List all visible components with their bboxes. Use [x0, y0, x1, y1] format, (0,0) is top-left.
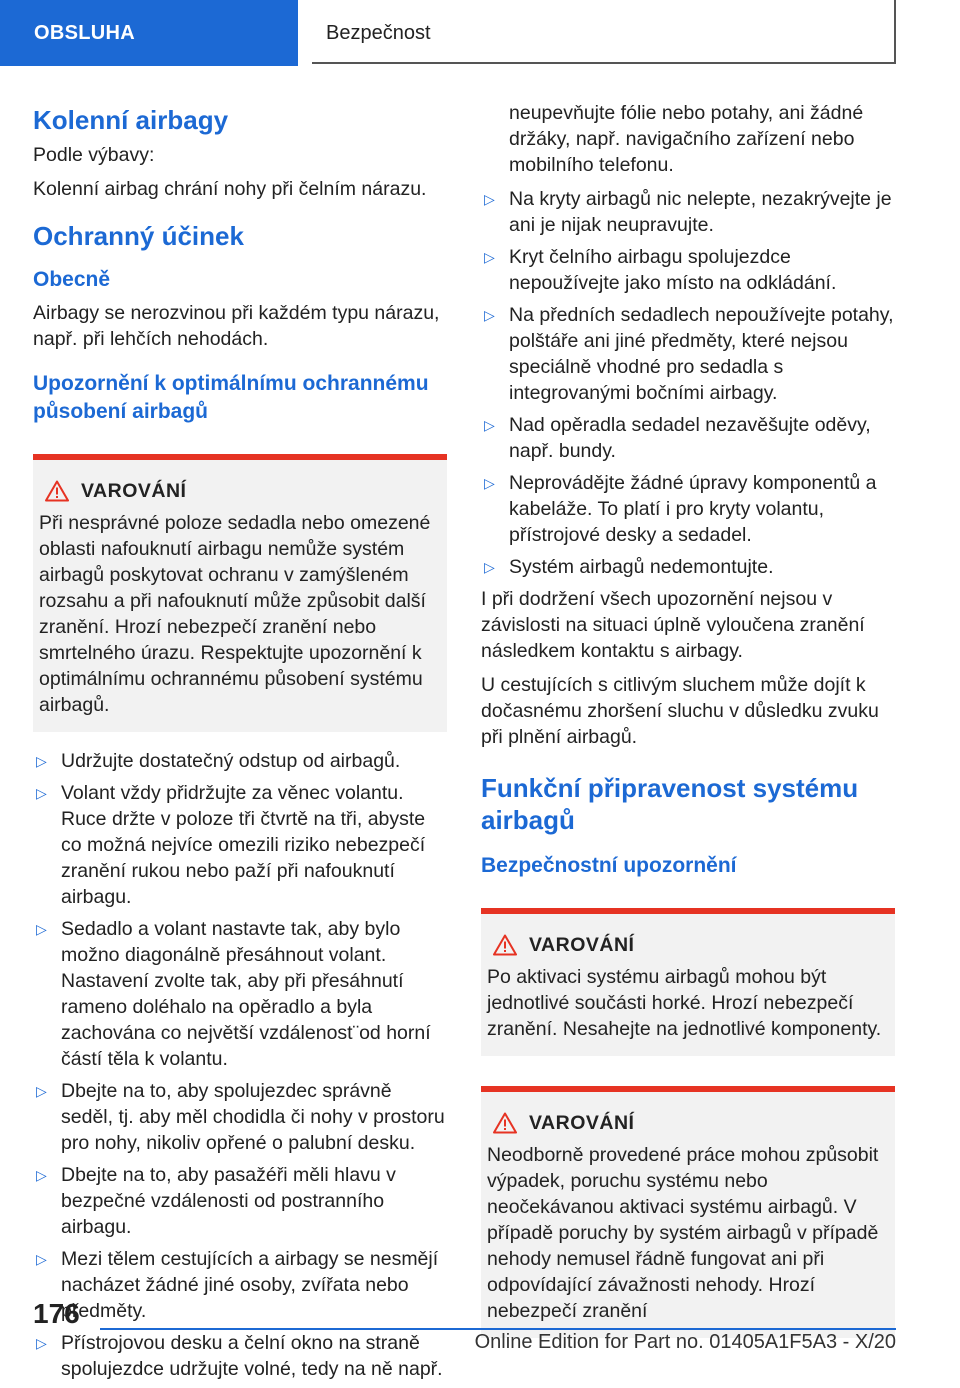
safety-notes-heading: Bezpečnostní upozornění — [481, 854, 737, 877]
page-number: 176 — [33, 1298, 80, 1329]
warning-label: VAROVÁNÍ — [81, 480, 187, 502]
bullet-triangle-icon: ▷ — [36, 1251, 47, 1267]
edition-footer: Online Edition for Part no. 01405A1F5A3 - X/20 — [474, 1331, 896, 1353]
bullet-triangle-icon: ▷ — [36, 921, 47, 937]
list-item: ▷ Neprovádějte žádné úpravy komponentů a kabeláže. To platí i pro kryty volantu, přístrojové desky a sedadel. — [484, 472, 877, 546]
warning-triangle-icon — [493, 1112, 517, 1134]
readiness-heading: Funkční připravenost systému airbagů — [481, 773, 859, 835]
continuation-text: neupevňujte fólie nebo potahy, ani žádné držáky, např. navigačního zařízení nebo mobilního telefonu. — [509, 102, 864, 176]
bullet-triangle-icon: ▷ — [484, 417, 495, 433]
list-item: ▷ Nad opěradla sedadel nezavěšujte oděvy, např. bundy. — [484, 414, 871, 462]
warning-label: VAROVÁNÍ — [529, 1112, 635, 1134]
warning-text: Při nesprávné poloze sedadla nebo omezené oblasti nafouknutí airbagu nemůže systém airbagů poskytovat ochranu v zamýšleném rozsahu a při nafouknutí může způsobit další zranění. Hrozí nebezpečí zranění nebo smrtelného úrazu. Respektujte upozornění k optimálnímu ochrannému působení systému airbagů. — [39, 512, 431, 716]
left-column — [33, 98, 447, 1388]
general-text: Airbagy se nerozvinou při každém typu nárazu, např. při lehčích nehodách. — [33, 302, 440, 350]
warning-triangle-icon — [45, 480, 69, 502]
list-item: ▷ Systém airbagů nedemontujte. — [484, 556, 774, 578]
safety-list-continued — [481, 186, 895, 580]
equipment-note: Podle výbavy: — [33, 144, 155, 166]
warning-box — [33, 454, 447, 732]
right-column — [481, 100, 895, 1354]
bullet-triangle-icon: ▷ — [36, 1167, 47, 1183]
list-item: ▷ Dbejte na to, aby spolujezdec správně seděl, tj. aby měl chodidla či nohy v prostoru pro nohy, nikoliv opřené o palubní desku. — [36, 1080, 445, 1154]
bullet-triangle-icon: ▷ — [484, 559, 495, 575]
warning-box — [481, 908, 895, 1056]
knee-airbag-text: Kolenní airbag chrání nohy při čelním nárazu. — [33, 178, 427, 200]
bullet-triangle-icon: ▷ — [484, 191, 495, 207]
section-tab: OBSLUHA — [0, 0, 298, 66]
list-item: ▷ Udržujte dostatečný odstup od airbagů. — [36, 750, 401, 772]
list-item: ▷ Na předních sedadlech nepoužívejte potahy, polštáře ani jiné předměty, které nejsou speciálně vhodné pro sedadla s integrovanými bočními airbagy. — [484, 304, 894, 404]
warning-box — [481, 1086, 895, 1338]
list-item: ▷ Dbejte na to, aby pasažéři měli hlavu v bezpečné vzdálenosti od postranního airbagu. — [36, 1164, 396, 1238]
bullet-triangle-icon: ▷ — [484, 307, 495, 323]
bullet-triangle-icon: ▷ — [484, 249, 495, 265]
list-item: ▷ Na kryty airbagů nic nelepte, nezakrývejte je ani je nijak neupravujte. — [484, 188, 892, 236]
list-item: ▷ Mezi tělem cestujících a airbagy se nesmějí nacházet žádné jiné osoby, zvířata nebo předměty. — [36, 1248, 439, 1322]
bullet-triangle-icon: ▷ — [36, 1335, 47, 1351]
footer-divider — [100, 1328, 896, 1330]
bullet-triangle-icon: ▷ — [36, 785, 47, 801]
topic-tab: Bezpečnost — [312, 0, 896, 64]
list-item: ▷ Volant vždy přidržujte za věnec volantu. Ruce držte v poloze tři čtvrtě na tři, abyste co možná nejvíce omezili riziko nebezpečí zranění rukou nebo paží při nafouknutí airbagu. — [36, 782, 426, 908]
safety-list — [33, 748, 447, 1382]
list-item: ▷ Kryt čelního airbagu spolujezdce nepoužívejte jako místo na odkládání. — [484, 246, 837, 294]
warning-label: VAROVÁNÍ — [529, 934, 635, 956]
knee-airbags-heading: Kolenní airbagy — [33, 105, 229, 135]
list-item: ▷ Přístrojovou desku a čelní okno na straně spolujezdce udržujte volné, tedy na ně např. — [36, 1332, 443, 1380]
hearing-text: U cestujících s citlivým sluchem může dojít k dočasnému zhoršení sluchu v důsledku zvuku při plnění airbagů. — [481, 674, 879, 748]
page-header — [0, 0, 960, 66]
warning-text: Neodborně provedené práce mohou způsobit výpadek, poruchu systému nebo neočekávanou aktivaci systému airbagů. V případě poruchy by systém airbagů v případě nehody nemusel řádně fungovat ani při odpovídající závažnosti nehody. Hrozí nebezpečí zranění — [487, 1144, 879, 1322]
bullet-triangle-icon: ▷ — [36, 753, 47, 769]
protective-effect-heading: Ochranný účinek — [33, 221, 244, 251]
warning-text: Po aktivaci systému airbagů mohou být jednotlivé součásti horké. Hrozí nebezpečí zranění. Nesahejte na jednotlivé komponenty. — [487, 966, 882, 1040]
list-item: ▷ Sedadlo a volant nastavte tak, aby bylo možno diagonálně přesáhnout volant. Nastavení zvolte tak, aby při přesáhnutí rameno doléhalo na opěradlo a byla zachována co největší vzdálenost¨od horní částí těla k volantu. — [36, 918, 431, 1070]
bullet-triangle-icon: ▷ — [484, 475, 495, 491]
residual-risk-text: I při dodržení všech upozornění nejsou v závislosti na situaci úplně vyloučena zranění následkem kontaktu s airbagy. — [481, 588, 865, 662]
bullet-triangle-icon: ▷ — [36, 1083, 47, 1099]
optimal-protection-heading: Upozornění k optimálnímu ochrannému působení airbagů — [33, 372, 429, 423]
general-heading: Obecně — [33, 268, 111, 291]
warning-triangle-icon — [493, 934, 517, 956]
